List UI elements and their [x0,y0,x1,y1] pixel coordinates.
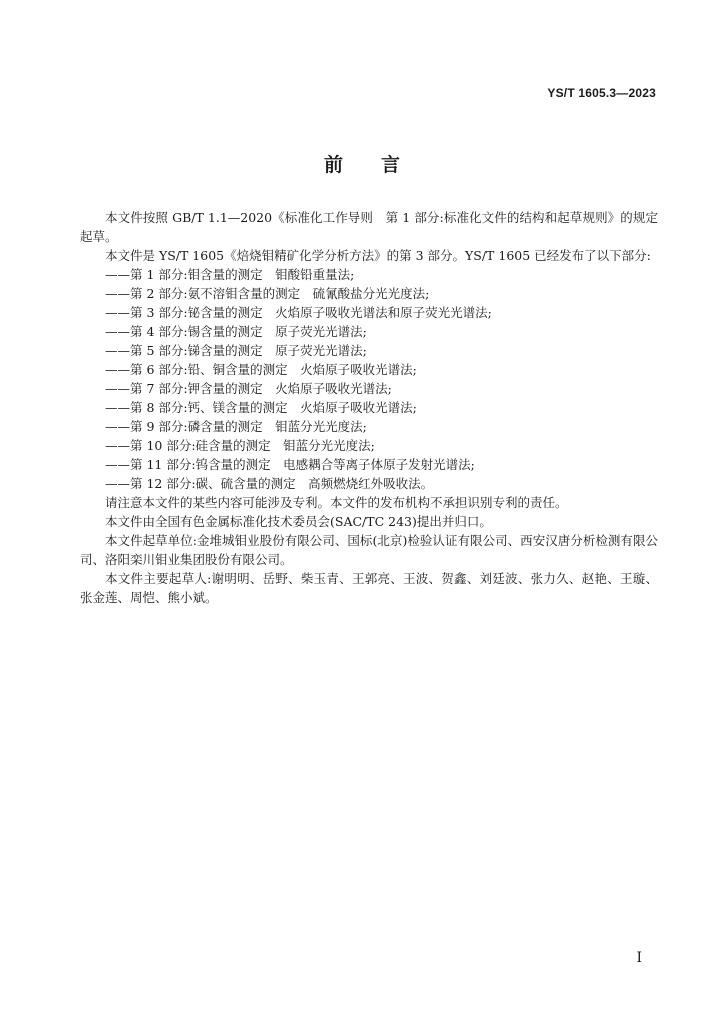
list-item: ——第 8 部分:钙、镁含量的测定 火焰原子吸收光谱法; [105,400,417,415]
list-item: ——第 6 部分:铅、铜含量的测定 火焰原子吸收光谱法; [105,362,417,377]
document-code: YS/T 1605.3—2023 [547,86,656,100]
parts-list [80,265,658,493]
paragraph-patent-notice: 请注意本文件的某些内容可能涉及专利。本文件的发布机构不承担识别专利的责任。 [105,495,568,510]
list-item: ——第 3 部分:铋含量的测定 火焰原子吸收光谱法和原子荧光光谱法; [105,305,492,320]
page-title: 前言 [323,154,438,176]
list-item: ——第 1 部分:钼含量的测定 钼酸铅重量法; [105,267,355,282]
list-item: ——第 7 部分:钾含量的测定 火焰原子吸收光谱法; [105,381,392,396]
paragraph-series-intro: 本文件是 YS/T 1605《焙烧钼精矿化学分析方法》的第 3 部分。YS/T 1605 已经发布了以下部分: [105,248,651,263]
list-item: ——第 2 部分:氨不溶钼含量的测定 硫氰酸盐分光光度法; [105,286,430,301]
list-item: ——第 9 部分:磷含量的测定 钼蓝分光光度法; [105,419,367,434]
list-item: ——第 5 部分:锑含量的测定 原子荧光光谱法; [105,343,367,358]
list-item: ——第 10 部分:硅含量的测定 钼蓝分光光度法; [105,438,375,453]
list-item: ——第 4 部分:锡含量的测定 原子荧光光谱法; [105,324,367,339]
paragraph-drafting-units: 本文件起草单位:金堆城钼业股份有限公司、国标(北京)检验认证有限公司、西安汉唐分析检测有限公司、洛阳栾川钼业集团股份有限公司。 [80,533,658,567]
foreword-body [80,208,658,607]
paragraph-proposer: 本文件由全国有色金属标准化技术委员会(SAC/TC 243)提出并归口。 [105,514,492,529]
list-item: ——第 11 部分:钨含量的测定 电感耦合等离子体原子发射光谱法; [105,457,475,472]
list-item: ——第 12 部分:碳、硫含量的测定 高频燃烧红外吸收法。 [105,476,434,491]
paragraph-drafting-basis: 本文件按照 GB/T 1.1—2020《标准化工作导则 第 1 部分:标准化文件的结构和起草规则》的规定起草。 [80,210,658,244]
page-number: I [636,950,642,966]
paragraph-drafters: 本文件主要起草人:谢明明、岳野、柴玉青、王郭亮、王波、贺鑫、刘廷波、张力久、赵艳、王璇、张金莲、周恺、熊小斌。 [80,571,658,605]
